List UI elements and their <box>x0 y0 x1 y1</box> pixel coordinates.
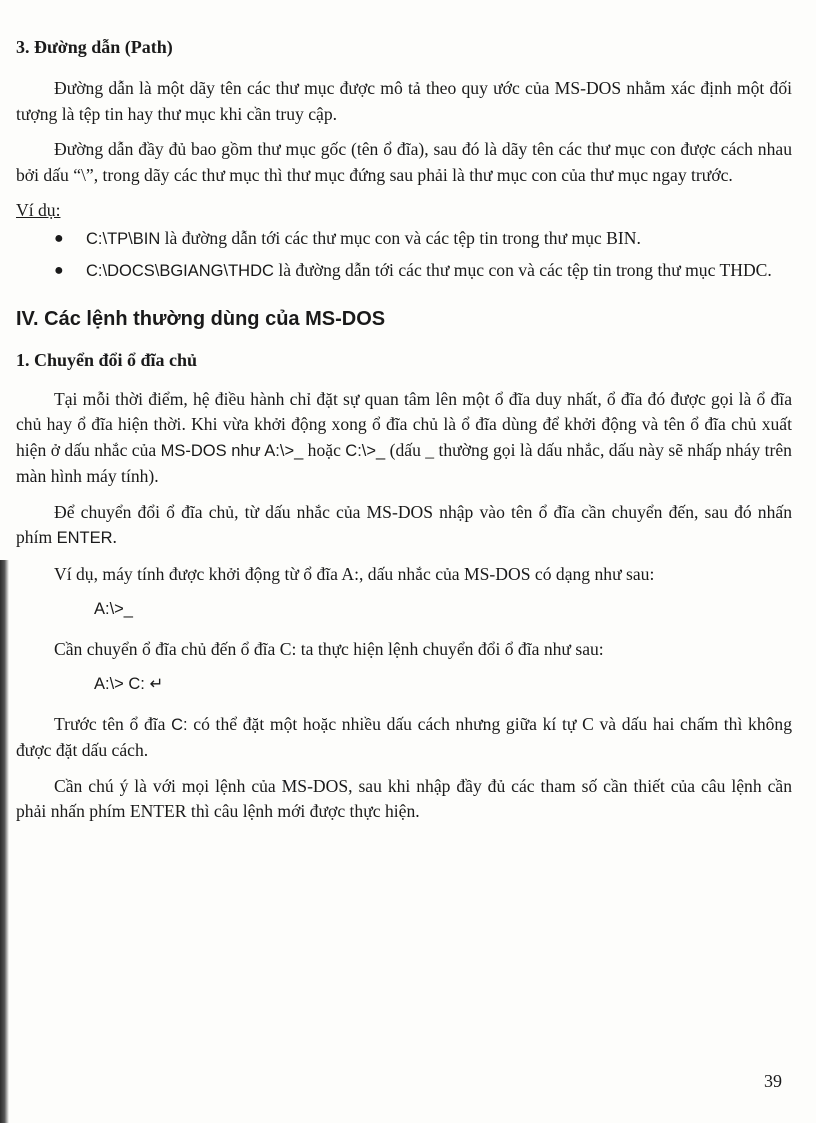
section-3-paragraph-1: Đường dẫn là một dãy tên các thư mục được mô tả theo quy ước của MS-DOS nhằm xác định một đối tượng là tệp tin hay thư mục khi cần truy cập. <box>16 78 792 124</box>
subsection-1-paragraph-5 <box>16 712 792 764</box>
text-run: Để chuyển đổi ổ đĩa chủ, từ dấu nhắc của MS-DOS nhập vào tên ổ đĩa cần chuyển đến, sau đó nhấn phím <box>16 501 792 547</box>
prompt-example-a: MS-DOS như A:\>_ <box>160 441 304 460</box>
page-number: 39 <box>764 1071 782 1091</box>
scan-edge-shadow <box>0 560 9 1123</box>
text-run: có thể đặt một hoặc nhiều dấu cách nhưng giữa kí tự C và dấu hai chấm thì không được đặt dấu cách. <box>16 713 793 760</box>
drive-label: C: <box>171 715 188 734</box>
section-3-heading: 3. Đường dẫn (Path) <box>16 37 173 57</box>
subsection-1-paragraph-3: Ví dụ, máy tính được khởi động từ ổ đĩa A:, dấu nhắc của MS-DOS có dạng như sau: <box>54 563 655 584</box>
bullet-icon: ● <box>54 229 64 247</box>
list-item <box>16 258 792 285</box>
subsection-1-paragraph-6: Cần chú ý là với mọi lệnh của MS-DOS, sau khi nhập đầy đủ các tham số cần thiết của câu lệnh cần phải nhấn phím ENTER thì câu lệnh mới được thực hiện. <box>16 775 792 821</box>
enter-key-label: ENTER <box>56 529 113 547</box>
subsection-1-paragraph-1 <box>16 387 792 490</box>
subsection-1-heading: 1. Chuyển đổi ổ đĩa chủ <box>16 349 198 370</box>
text-run: Tại mỗi thời điểm, hệ điều hành chỉ đặt sự quan tâm lên một ổ đĩa duy nhất, ổ đĩa đó được gọi là ổ đĩa chủ hay ổ đĩa hiện thời. Khi vừa khởi động xong ổ đĩa chủ là ổ đĩa dùng để khởi động và tên ổ đĩa chủ xuất hiện ở dấu nhắc của <box>16 388 792 460</box>
page-content <box>16 34 792 835</box>
prompt-line-1: A:\>_ <box>94 600 133 618</box>
subsection-1-paragraph-4: Cần chuyển ổ đĩa chủ đến ổ đĩa C: ta thực hiện lệnh chuyển đổi ổ đĩa như sau: <box>54 638 604 659</box>
text-run: hoặc <box>303 439 346 460</box>
bullet-icon: ● <box>54 262 64 279</box>
text-run: Trước tên ổ đĩa <box>54 713 172 734</box>
prompt-example-c: C:\>_ <box>345 441 386 460</box>
path-examples-list <box>16 226 792 285</box>
chapter-4-heading: IV. Các lệnh thường dùng của MS-DOS <box>16 307 386 330</box>
section-3-paragraph-2: Đường dẫn đầy đủ bao gồm thư mục gốc (tên ổ đĩa), sau đó là dãy tên các thư mục con được cách nhau bởi dấu “\”, trong dãy các thư mục thì thư mục đứng sau phải là thư mục con của thư mục ngay trước. <box>16 139 792 185</box>
path-description: là đường dẫn tới các thư mục con và các tệp tin trong thư mục THDC. <box>273 260 772 280</box>
path-description: là đường dẫn tới các thư mục con và các tệp tin trong thư mục BIN. <box>160 227 641 248</box>
list-item <box>16 226 792 253</box>
text-run: . <box>112 527 117 547</box>
example-label: Ví dụ: <box>16 200 61 220</box>
path-code: C:\TP\BIN <box>86 229 161 248</box>
subsection-1-paragraph-2 <box>16 500 792 552</box>
path-code: C:\DOCS\BGIANG\THDC <box>86 262 274 280</box>
text-run: (dấu _ thường gọi là dấu nhắc, dấu này sẽ nhấp nháy trên màn hình máy tính). <box>16 439 792 486</box>
prompt-line-2: A:\> C: ↵ <box>94 675 164 693</box>
